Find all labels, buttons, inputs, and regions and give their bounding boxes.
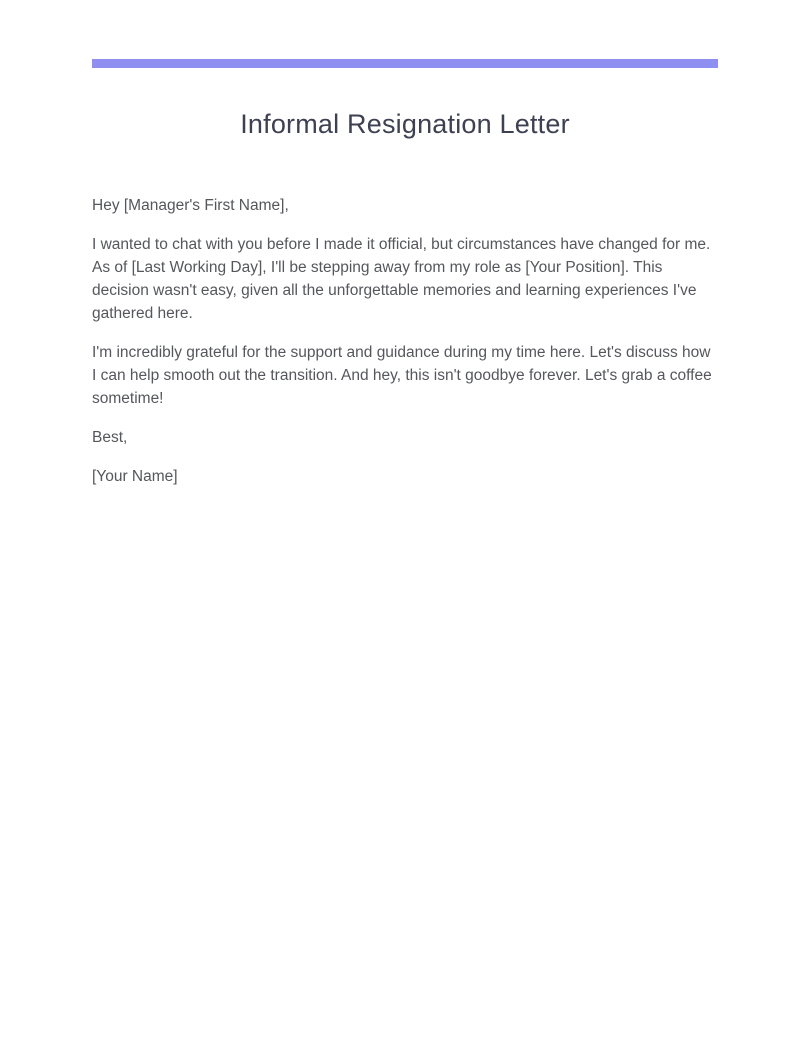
greeting-line: Hey [Manager's First Name], (92, 197, 289, 215)
body-paragraph-2: I'm incredibly grateful for the support and guidance during my time here. Let's discuss how I can help smooth out the transition. And hey, this isn't goodbye forever. Let's grab a coffee sometime! (92, 344, 712, 408)
letter-title: Informal Resignation Letter (240, 109, 570, 139)
letter-body (92, 194, 718, 488)
accent-bar (92, 59, 718, 68)
closing-line: Best, (92, 429, 128, 447)
body-paragraph-1: I wanted to chat with you before I made it official, but circumstances have changed for me. As of [Last Working Day], I'll be stepping away from my role as [Your Position]. This decision wasn't easy, given all the unforgettable memories and learning experiences I've gathered here. (92, 236, 711, 323)
signature-line: [Your Name] (92, 468, 178, 486)
letter-content (0, 0, 808, 488)
